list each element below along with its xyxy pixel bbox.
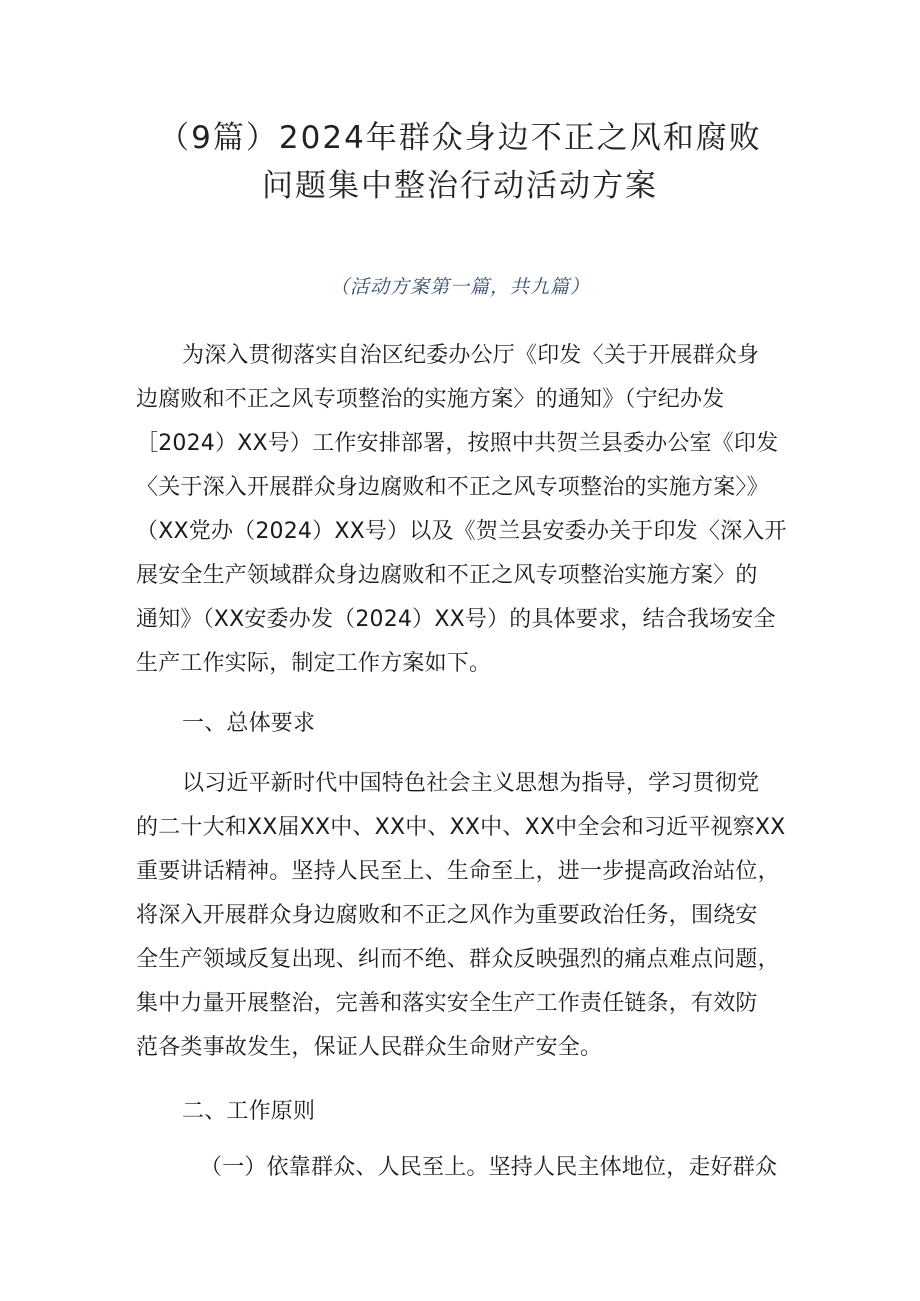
intro-line-4: 〈关于深入开展群众身边腐败和不正之风专项整治的实施方案〉》	[136, 475, 769, 500]
intro-line-2: 边腐败和不正之风专项整治的实施方案〉的通知》（宁纪办发	[136, 387, 725, 412]
section-1-heading: 一、总体要求	[182, 711, 316, 736]
intro-line-1: 为深入贯彻落实自治区纪委办公厅《印发〈关于开展群众身	[182, 343, 760, 368]
intro-line-3: ［2024）XX号）工作安排部署，按照中共贺兰县委办公室《印发	[136, 431, 779, 456]
section-1-line-1: 以习近平新时代中国特色社会主义思想为指导，学习贯彻党	[182, 771, 760, 796]
document-title-line-1: （9篇）2024年群众身边不正之风和腐败	[158, 120, 762, 156]
section-1-line-5: 全生产领域反复出现、纠而不绝、群众反映强烈的痛点难点问题，	[136, 947, 780, 972]
document-subtitle: （活动方案第一篇，共九篇）	[329, 276, 590, 298]
intro-line-5: （XX党办（2024）XX号）以及《贺兰县安委办关于印发〈深入开	[136, 519, 787, 544]
section-1-line-7: 范各类事故发生，保证人民群众生命财产安全。	[136, 1035, 603, 1060]
intro-line-8: 生产工作实际，制定工作方案如下。	[136, 651, 492, 676]
intro-line-7: 通知》（XX安委办发（2024）XX号）的具体要求，结合我场安全	[136, 607, 776, 632]
section-1-line-4: 将深入开展群众身边腐败和不正之风作为重要政治任务，围绕安	[136, 903, 758, 928]
section-2-heading: 二、工作原则	[182, 1099, 316, 1124]
intro-line-6: 展安全生产领域群众身边腐败和不正之风专项整治实施方案〉的	[136, 563, 758, 588]
document-title-line-2: 问题集中整治行动活动方案	[262, 168, 658, 204]
section-1-line-3: 重要讲话精神。坚持人民至上、生命至上，进一步提高政治站位，	[136, 859, 780, 884]
section-1-line-2: 的二十大和XX届XX中、XX中、XX中、XX中全会和习近平视察XX	[136, 815, 786, 840]
section-2-line-1: （一）依靠群众、人民至上。坚持人民主体地位，走好群众	[200, 1155, 778, 1180]
section-1-line-6: 集中力量开展整治，完善和落实安全生产工作责任链条，有效防	[136, 991, 758, 1016]
